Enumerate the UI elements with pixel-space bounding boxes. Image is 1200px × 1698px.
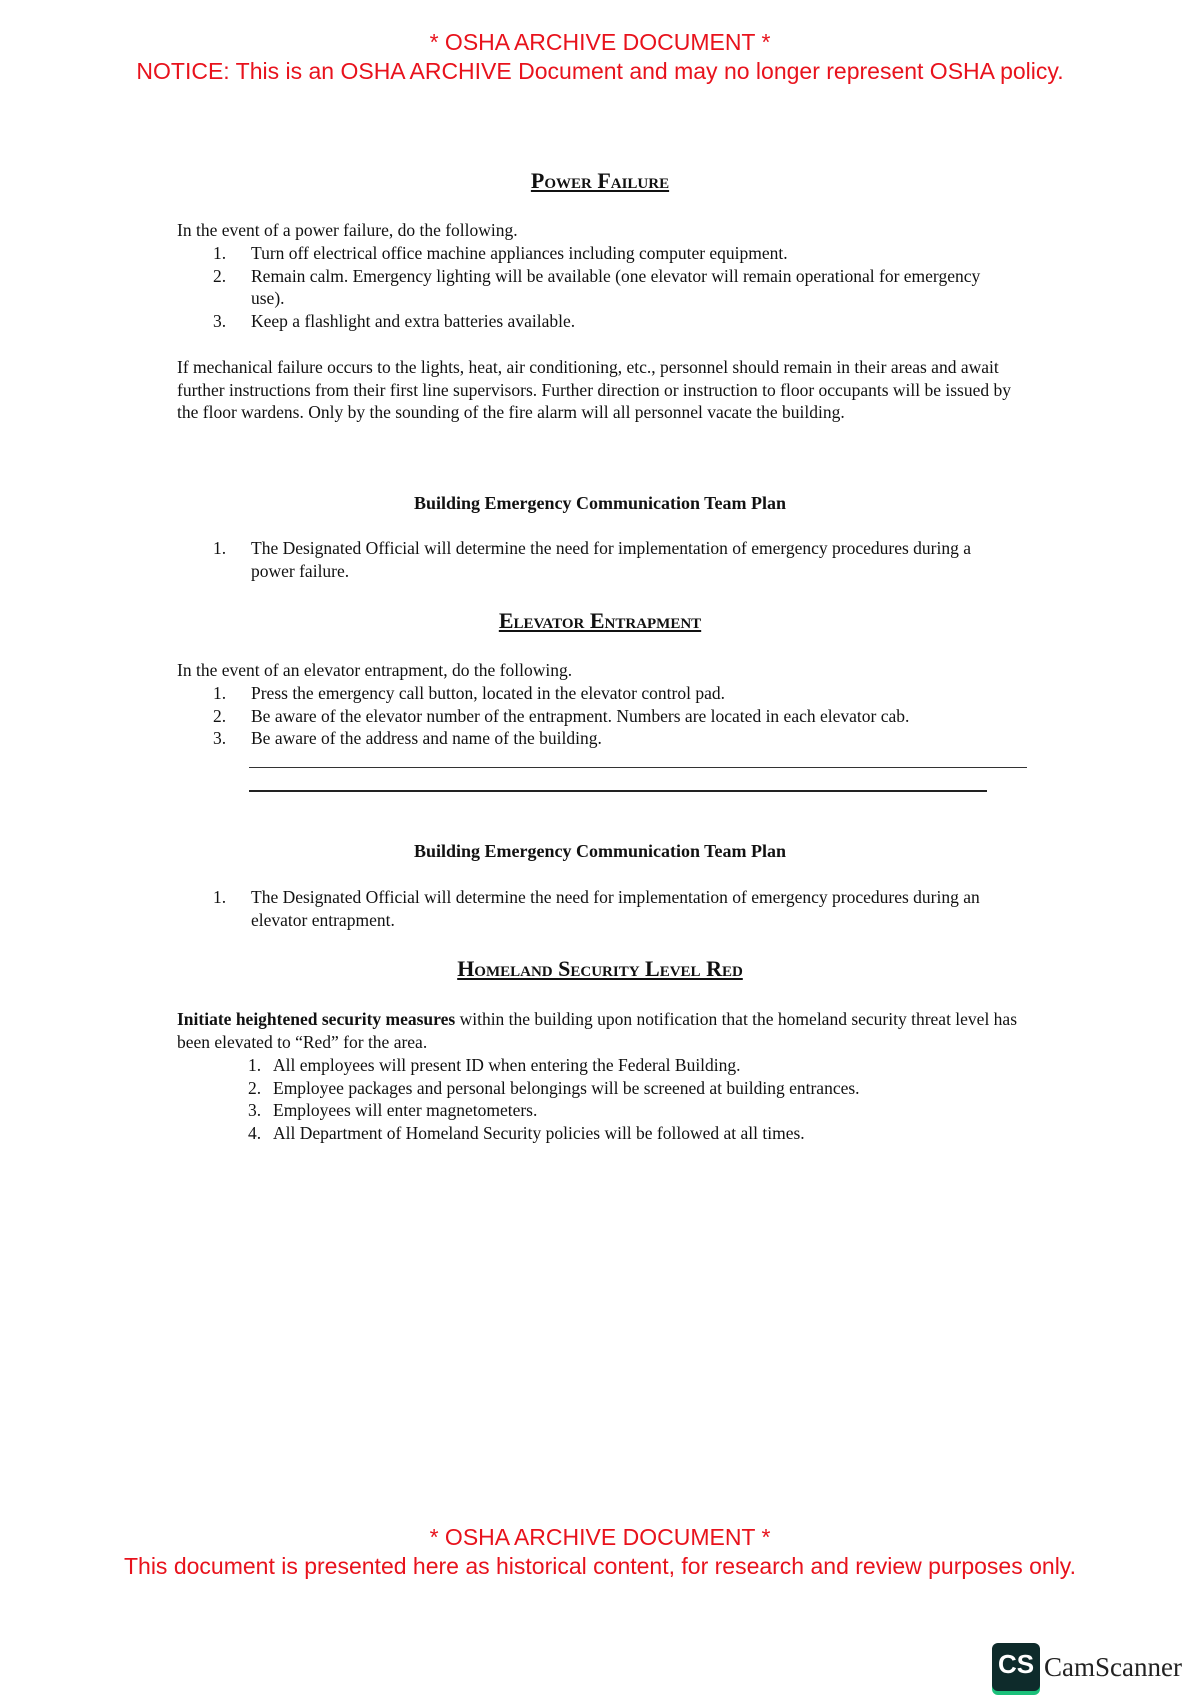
archive-banner-bottom-disclaimer: This document is presented here as historical content, for research and review purposes only. xyxy=(123,1553,1076,1579)
list-item xyxy=(213,886,1005,931)
list-item-text: The Designated Official will determine the need for implementation of emergency procedures during a power failure. xyxy=(251,538,971,581)
list-item-text: Remain calm. Emergency lighting will be available (one elevator will remain operational for emergency use). xyxy=(251,265,981,309)
list-item-text: Turn off electrical office machine appliances including computer equipment. xyxy=(251,243,788,263)
list-item-text: Employees will enter magnetometers. xyxy=(273,1100,538,1121)
power-failure-paragraph: If mechanical failure occurs to the lights, heat, air conditioning, etc., personnel should remain in their areas and await further instructions from their first line supervisors. Further direction or instruction to floor occupants will be issued by the floor wardens. Only by the sounding of the fire alarm will all personnel vacate the building. xyxy=(177,357,1012,423)
list-item-number: 1. xyxy=(213,887,227,907)
list-item-text: Keep a flashlight and extra batteries available. xyxy=(251,311,576,332)
archive-banner-top-line1: * OSHA ARCHIVE DOCUMENT * xyxy=(429,29,771,55)
list-item-text: Be aware of the address and name of the building. xyxy=(251,728,602,749)
list-item-number: 3. xyxy=(213,311,227,332)
list-item xyxy=(213,265,1003,310)
list-item xyxy=(248,1054,1008,1077)
homeland-security-intro-bold: Initiate heightened security measures xyxy=(177,1009,456,1029)
list-item-text: The Designated Official will determine the need for implementation of emergency procedures during an elevator entrapment. xyxy=(251,887,980,930)
archive-banner-top-notice: NOTICE: This is an OSHA ARCHIVE Document and may no longer represent OSHA policy. xyxy=(136,58,1064,84)
list-item-number: 2. xyxy=(248,1077,262,1098)
list-item-text: Press the emergency call button, located in the elevator control pad. xyxy=(251,683,725,703)
elevator-entrapment-steps xyxy=(213,682,1033,750)
power-failure-intro: In the event of a power failure, do the following. xyxy=(177,220,518,240)
list-item-number: 4. xyxy=(248,1123,262,1144)
list-item-number: 1. xyxy=(248,1055,262,1075)
elevator-team-plan-title: Building Emergency Communication Team Plan xyxy=(413,841,787,861)
list-item xyxy=(213,310,1003,333)
list-item xyxy=(213,242,1003,265)
list-item xyxy=(248,1099,1008,1122)
archive-banner-bottom-line1: * OSHA ARCHIVE DOCUMENT * xyxy=(429,1524,771,1550)
elevator-entrapment-heading: Elevator Entrapment xyxy=(498,608,702,633)
list-item xyxy=(213,682,1033,705)
power-failure-heading: Power Failure xyxy=(530,168,670,193)
homeland-security-steps xyxy=(248,1054,1008,1145)
list-item-text: All employees will present ID when entering the Federal Building. xyxy=(273,1055,741,1075)
list-item xyxy=(248,1122,1008,1145)
list-item xyxy=(213,727,1033,750)
list-item-text: Be aware of the elevator number of the entrapment. Numbers are located in each elevator cab. xyxy=(251,705,910,726)
homeland-security-heading: Homeland Security Level Red xyxy=(457,956,743,981)
list-item-text: Employee packages and personal belongings will be screened at building entrances. xyxy=(273,1077,860,1098)
list-item-number: 1. xyxy=(213,683,227,703)
power-failure-team-plan-steps xyxy=(213,537,1005,582)
list-item-number: 3. xyxy=(213,728,227,749)
list-item-number: 1. xyxy=(213,243,227,263)
list-item xyxy=(213,537,1005,582)
list-item xyxy=(213,705,1033,728)
homeland-security-intro xyxy=(177,1008,1017,1053)
elevator-entrapment-intro: In the event of an elevator entrapment, do the following. xyxy=(177,660,573,680)
homeland-security-intro-rest: within the building upon notification that the homeland security threat level has been elevated to “Red” for the area. xyxy=(177,1009,1018,1052)
camscanner-brand-text: CamScanner xyxy=(1044,1652,1182,1682)
power-failure-steps xyxy=(213,242,1003,333)
blank-line-2 xyxy=(249,790,987,792)
list-item-number: 1. xyxy=(213,538,227,558)
list-item-text: All Department of Homeland Security policies will be followed at all times. xyxy=(273,1123,805,1144)
list-item-number: 2. xyxy=(213,265,227,286)
elevator-team-plan-steps xyxy=(213,886,1005,931)
blank-line-1 xyxy=(249,767,1027,768)
power-failure-team-plan-title: Building Emergency Communication Team Plan xyxy=(413,493,787,513)
list-item-number: 3. xyxy=(248,1100,262,1121)
list-item xyxy=(248,1077,1008,1100)
list-item-number: 2. xyxy=(213,705,227,726)
camscanner-logo-icon: CS xyxy=(992,1643,1040,1691)
